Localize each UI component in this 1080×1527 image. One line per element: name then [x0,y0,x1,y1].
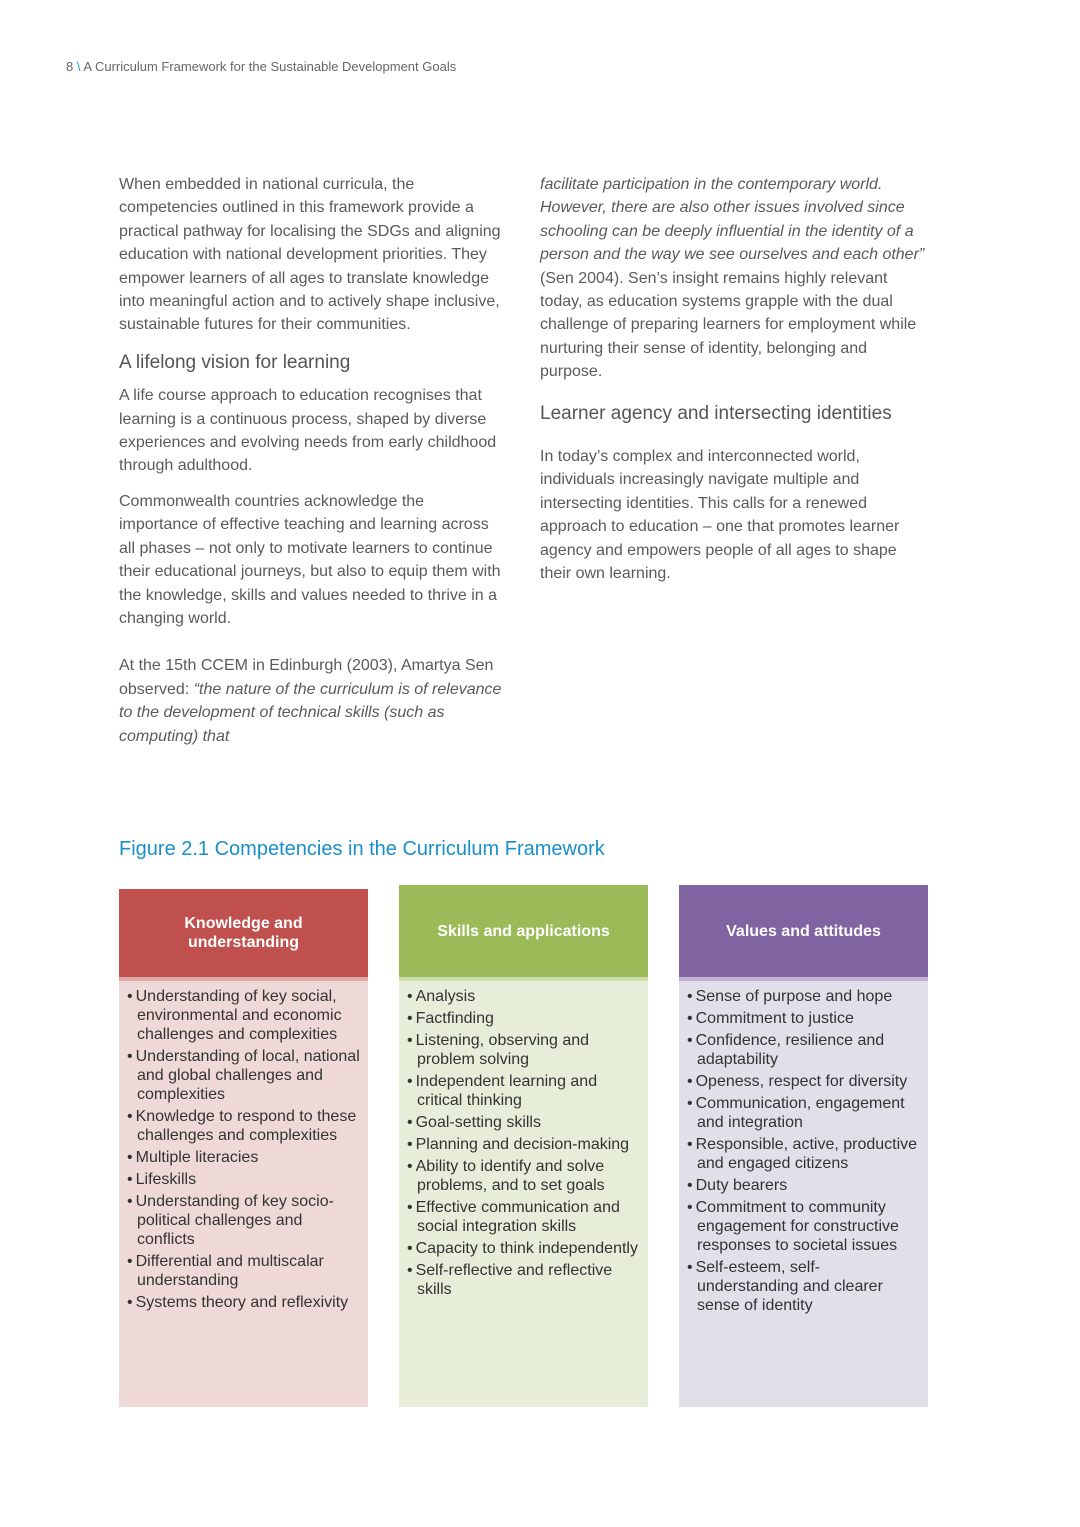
paragraph [119,654,504,748]
paragraph: When embedded in national curricula, the competencies outlined in this framework provide a practical pathway for localising the SDGs and aligning education with national development priorities. They empower learners of all ages to translate knowledge into meaningful action and to actively shape inclusive, sustainable futures for their communities. [119,176,501,334]
list-item: • Communication, engagement and integration [697,1094,920,1132]
figure-title: Figure 2.1 Competencies in the Curriculum Framework [119,838,605,860]
section-heading: A lifelong vision for learning [119,351,351,373]
competency-box [679,885,928,1407]
text: At the 15th CCEM in Edinburgh (2003), Amartya Sen observed: [119,657,494,698]
header-separator: \ [76,59,81,74]
list-item: • Systems theory and reflexivity [137,1293,360,1312]
header-title: A Curriculum Framework for the Sustainable Development Goals [83,59,457,74]
quote: “the nature of the curriculum is of relevance to the development of technical skills (such as computing) that [119,680,502,745]
page-number: 8 [66,59,74,74]
competency-list [119,981,368,1312]
list-item: • Independent learning and critical thinking [417,1072,640,1110]
competency-box-title: Values and attitudes [679,885,928,981]
competency-list [399,981,648,1299]
running-header [66,59,456,74]
text: (Sen 2004). Sen’s insight remains highly relevant today, as education systems grapple with the dual challenge of preparing learners for employment while nurturing their sense of identity, belonging and purpose. [540,269,917,381]
list-item: • Ability to identify and solve problems, and to set goals [417,1157,640,1195]
list-item: • Responsible, active, productive and engaged citizens [697,1135,920,1173]
list-item: • Goal-setting skills [417,1113,640,1132]
list-item: • Analysis [417,987,640,1006]
list-item: • Factfinding [417,1009,640,1028]
list-item: • Openess, respect for diversity [697,1072,920,1091]
list-item: • Self-esteem, self-understanding and clearer sense of identity [697,1258,920,1315]
paragraph: Commonwealth countries acknowledge the importance of effective teaching and learning across all phases – not only to motivate learners to continue their educational journeys, but also to equip them with the knowledge, skills and values needed to thrive in a changing world. [119,492,501,627]
list-item: • Planning and decision-making [417,1135,640,1154]
list-item: • Knowledge to respond to these challenges and complexities [137,1107,360,1145]
paragraph: In today’s complex and interconnected world, individuals increasingly navigate multiple and intersecting identities. This calls for a renewed approach to education – one that promotes learner agency and empowers people of all ages to shape their own learning. [540,448,900,583]
quote: facilitate participation in the contemporary world. However, there are also other issues involved since schooling can be deeply influential in the identity of a person and the way we see ourselves and each other” [540,176,925,264]
list-item: • Understanding of local, national and global challenges and complexities [137,1047,360,1104]
right-column [540,173,925,598]
list-item: • Commitment to justice [697,1009,920,1028]
list-item: • Duty bearers [697,1176,920,1195]
left-column [119,173,504,760]
list-item: • Capacity to think independently [417,1239,640,1258]
list-item: • Commitment to community engagement for constructive responses to societal issues [697,1198,920,1255]
paragraph [540,173,925,384]
list-item: • Understanding of key social, environmental and economic challenges and complexities [137,987,360,1044]
list-item: • Understanding of key socio-political challenges and conflicts [137,1192,360,1249]
competency-box [399,885,648,1407]
competency-list [679,981,928,1315]
list-item: • Self-reflective and reflective skills [417,1261,640,1299]
paragraph: A life course approach to education recognises that learning is a continuous process, shaped by diverse experiences and evolving needs from early childhood through adulthood. [119,387,497,475]
list-item: • Sense of purpose and hope [697,987,920,1006]
section-heading: Learner agency and intersecting identities [540,402,892,424]
competency-box-title: Knowledge and understanding [119,889,368,981]
list-item: • Differential and multiscalar understanding [137,1252,360,1290]
list-item: • Lifeskills [137,1170,360,1189]
list-item: • Confidence, resilience and adaptability [697,1031,920,1069]
competency-box [119,889,368,1407]
list-item: • Listening, observing and problem solving [417,1031,640,1069]
list-item: • Multiple literacies [137,1148,360,1167]
competency-box-title: Skills and applications [399,885,648,981]
list-item: • Effective communication and social integration skills [417,1198,640,1236]
